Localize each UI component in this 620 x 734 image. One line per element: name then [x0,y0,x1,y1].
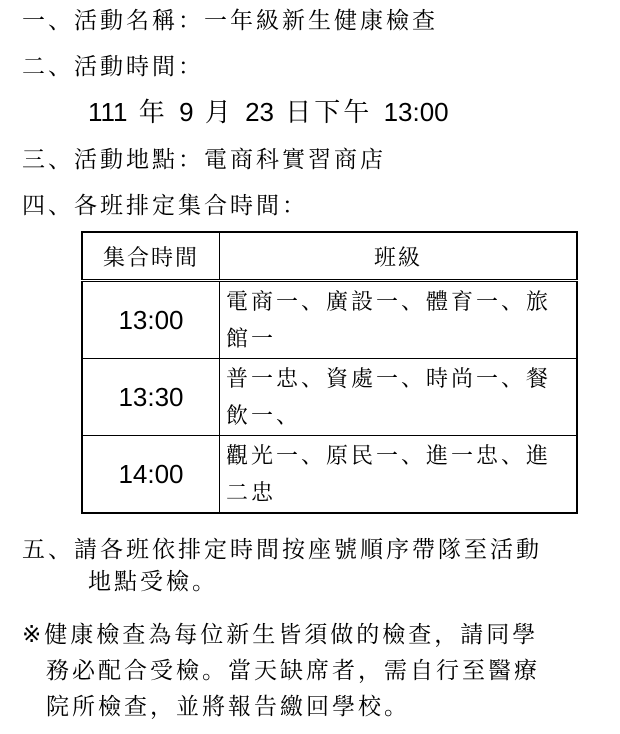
schedule-table [81,231,578,514]
table-row [82,281,577,359]
item-2-label: 二、活動時間： [22,54,204,80]
note-line-3: 院所檢查，並將報告繳回學校。 [46,694,410,720]
item-3-label: 三、活動地點： [22,147,204,173]
table-row [82,359,577,436]
item-1-activity-name [22,6,438,36]
datetime-year: 111 [88,97,128,127]
item-1-label: 一、活動名稱： [22,8,204,34]
item-4-schedule-heading [22,191,308,221]
datetime-time: 13:00 [383,97,449,127]
item-5-line-1: 五、請各班依排定時間按座號順序帶隊至活動 [22,537,542,563]
table-row [82,436,577,514]
header-time: 集合時間 [82,232,220,281]
item-4-label: 四、各班排定集合時間： [22,193,308,219]
datetime-day: 23 [245,97,275,127]
row-time: 13:00 [82,281,220,359]
datetime-month-unit: 月 [204,98,234,128]
activity-datetime [88,97,449,128]
note-line-2: 務必配合受檢。當天缺席者，需自行至醫療 [46,658,540,684]
row-classes: 觀光一、原民一、進一忠、進二忠 [220,436,578,514]
note-line-1: ※健康檢查為每位新生皆須做的檢查，請同學 [22,622,539,648]
schedule-header-row [82,232,577,281]
row-time: 14:00 [82,436,220,514]
item-1-value: 一年級新生健康檢查 [204,8,438,34]
row-classes: 電商一、廣設一、體育一、旅館一 [220,281,578,359]
datetime-month: 9 [179,97,194,127]
item-5-line-2: 地點受檢。 [88,569,218,595]
row-time: 13:30 [82,359,220,436]
datetime-day-unit: 日下午 [285,98,373,128]
datetime-year-unit: 年 [138,98,168,128]
item-3-value: 電商科實習商店 [204,147,386,173]
item-2-activity-time [22,52,204,82]
header-classes: 班級 [220,232,578,281]
item-3-activity-location [22,145,386,175]
row-classes: 普一忠、資處一、時尚一、餐飲一、 [220,359,578,436]
